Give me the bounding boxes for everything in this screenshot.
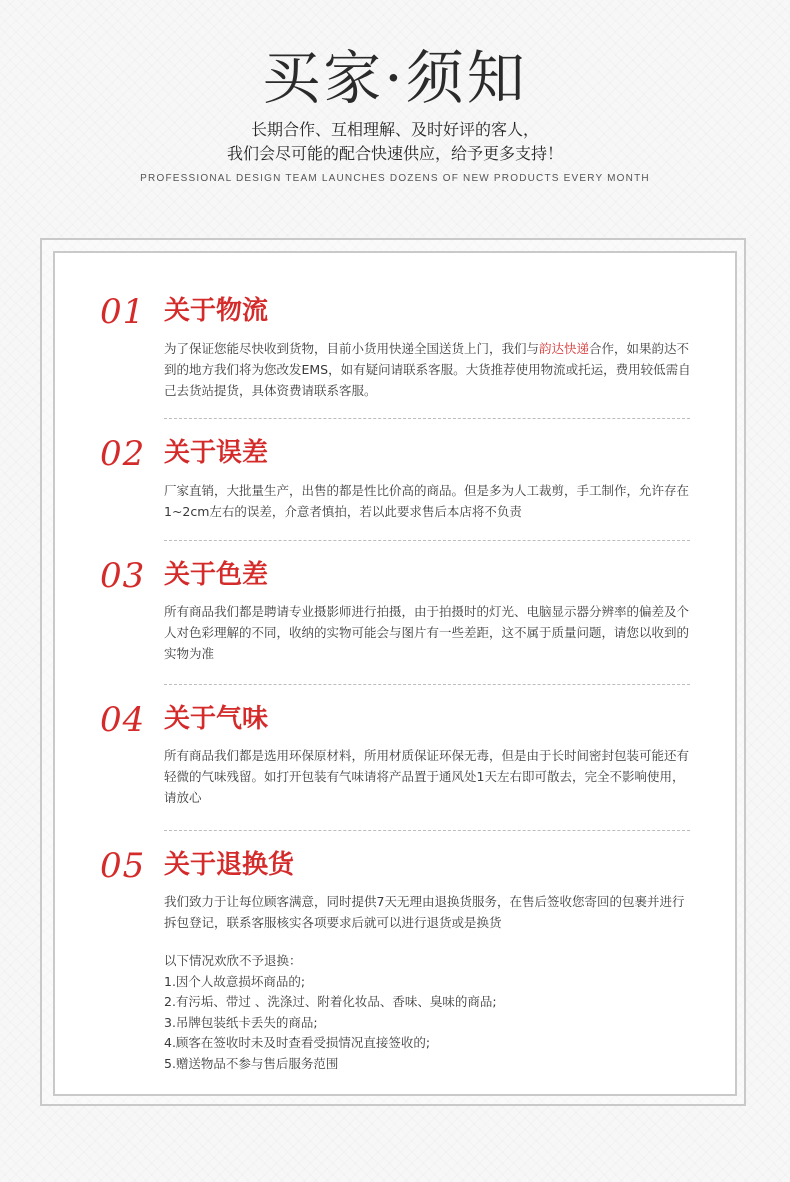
highlight-courier: 韵达快递 bbox=[539, 341, 590, 356]
section-title: 关于色差 bbox=[164, 560, 269, 590]
section-number: 05 bbox=[100, 846, 146, 886]
english-tagline: PROFESSIONAL DESIGN TEAM LAUNCHES DOZENS OF NEW PRODUCTS EVERY MONTH bbox=[140, 173, 650, 184]
section-text: 所有商品我们都是聘请专业摄影师进行拍摄，由于拍摄时的灯光、电脑显示器分辨率的偏差及个人对色彩理解的不同，收纳的实物可能会与图片有一些差距，这不属于质量问题，请您以收到的实物为准 bbox=[164, 604, 690, 661]
section-text: 厂家直销，大批量生产，出售的都是性比价高的商品。但是多为人工裁剪，手工制作，允许存在1~2cm左右的误差，介意者慎拍，若以此要求售后本店将不负责 bbox=[164, 483, 690, 519]
section-number: 04 bbox=[100, 700, 146, 740]
dashed-divider bbox=[164, 418, 690, 419]
dashed-divider bbox=[164, 540, 690, 541]
list-item: 5.赠送物品不参与售后服务范围 bbox=[164, 1055, 339, 1071]
page-title: 买家·须知 bbox=[262, 44, 528, 112]
text-part: 为了保证您能尽快收到货物，目前小货用快递全国送货上门，我们与 bbox=[164, 341, 540, 356]
list-item: 2.有污垢、带过 、洗涤过、附着化妆品、香味、臭味的商品; bbox=[164, 994, 497, 1009]
list-item: 3.吊牌包装纸卡丢失的商品; bbox=[164, 1014, 318, 1030]
section-text: 我们致力于让每位顾客满意，同时提供7天无理由退换货服务，在售后签收您寄回的包裹并进行拆包登记，联系客服核实各项要求后就可以进行退货或是换货 bbox=[164, 894, 685, 930]
dashed-divider bbox=[164, 684, 690, 685]
section-title: 关于误差 bbox=[164, 438, 269, 468]
list-heading: 以下情况欢欣不予退换： bbox=[164, 953, 302, 968]
dashed-divider bbox=[164, 830, 690, 831]
subtitle-line-2: 我们会尽可能的配合快速供应，给予更多支持！ bbox=[226, 144, 563, 163]
section-text bbox=[164, 338, 696, 401]
list-item: 4.顾客在签收时未及时查看受损情况直接签收的; bbox=[164, 1035, 431, 1050]
section-title: 关于退换货 bbox=[164, 850, 295, 880]
subtitle-line-1: 长期合作、互相理解、及时好评的客人， bbox=[250, 120, 539, 139]
section-number: 03 bbox=[100, 556, 146, 596]
section-number: 02 bbox=[100, 434, 146, 474]
exclusion-list bbox=[164, 951, 696, 1074]
section-text: 所有商品我们都是选用环保原材料，所用材质保证环保无毒，但是由于长时间密封包装可能还有轻微的气味残留。如打开包装有气味请将产品置于通风处1天左右即可散去，完全不影响使用，请放心 bbox=[164, 748, 690, 805]
section-number: 01 bbox=[100, 292, 146, 332]
section-title: 关于物流 bbox=[164, 296, 269, 326]
text-part: 合作，如果韵达不到的地方我们将为您改发EMS，如有疑问请联系客服。大货推荐使用物流或托运，费用较低需自己去货站提货，具体资费请联系客服。 bbox=[164, 341, 691, 398]
section-title: 关于气味 bbox=[164, 704, 269, 734]
list-item: 1.因个人故意损坏商品的; bbox=[164, 973, 306, 989]
